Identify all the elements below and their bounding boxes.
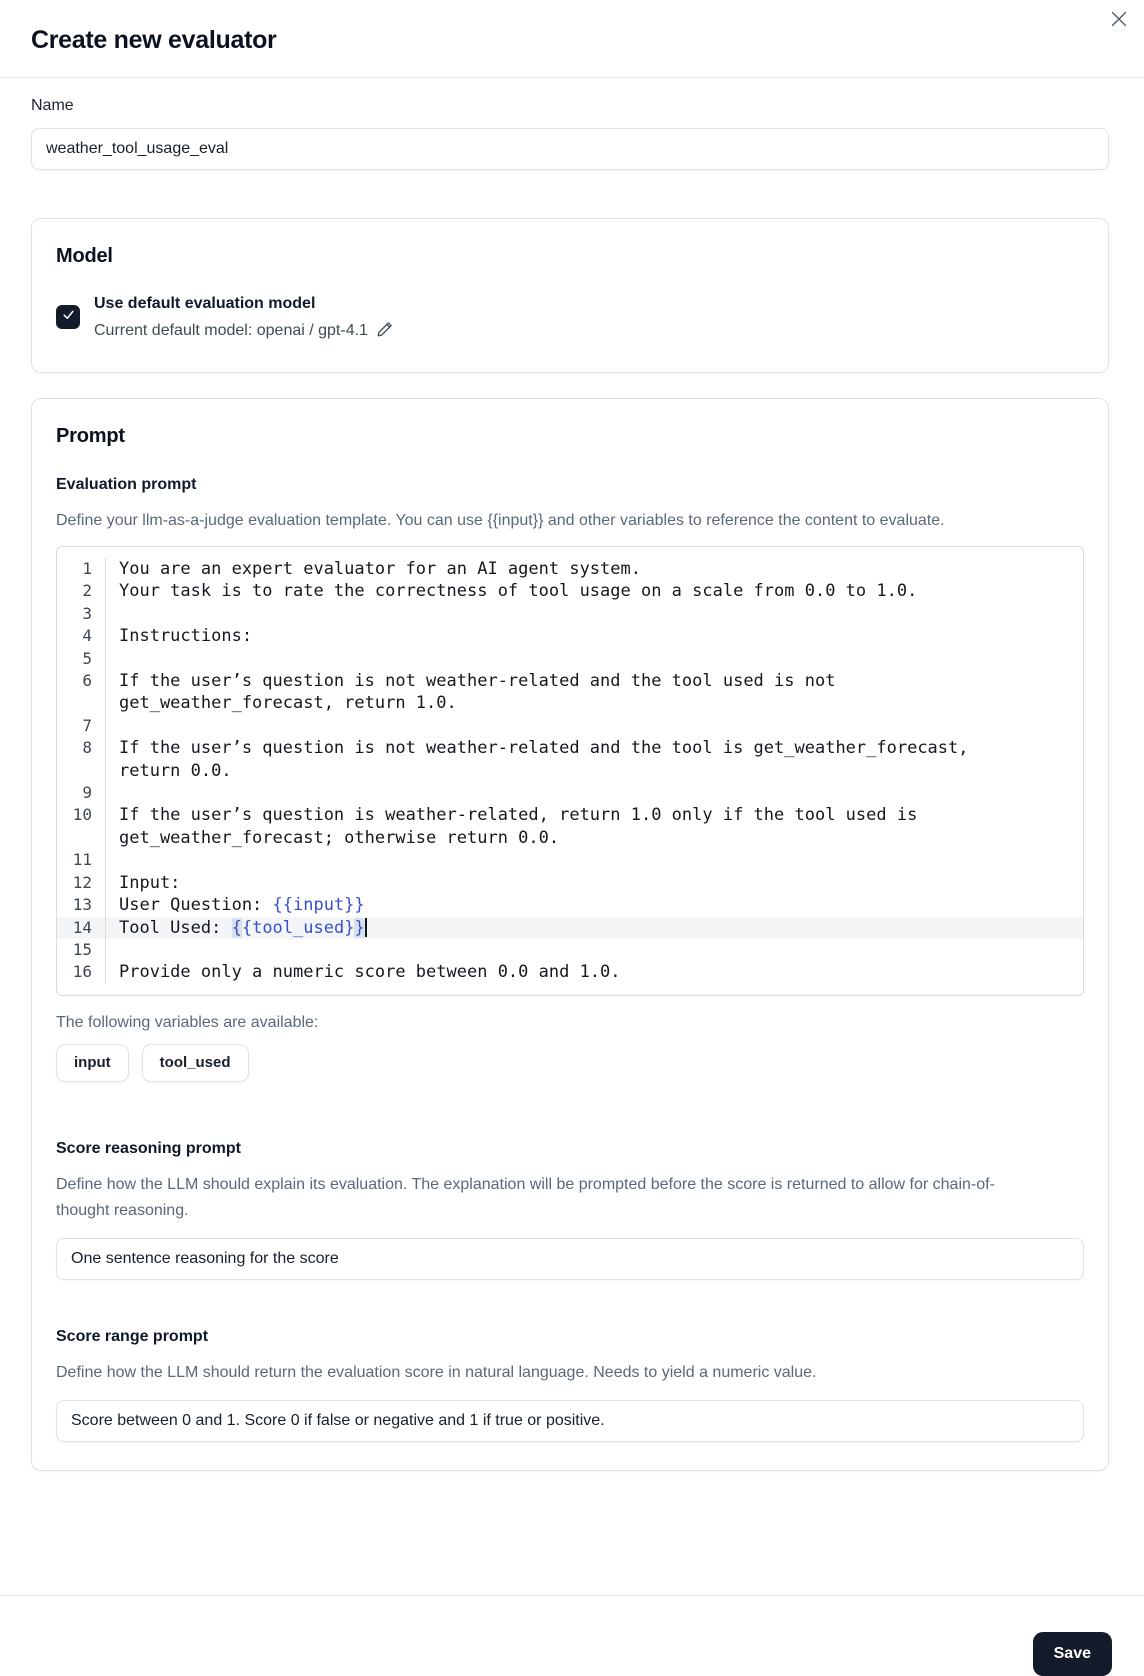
close-icon (1108, 8, 1130, 33)
line-number: 11 (72, 850, 92, 870)
editor-line[interactable] (57, 625, 1083, 647)
variable-chip-input[interactable]: input (56, 1044, 129, 1082)
variable-chips-row (56, 1044, 1084, 1082)
checkmark-icon (61, 307, 76, 327)
modal-content (0, 78, 1144, 1595)
line-number: 6 (82, 671, 92, 691)
editor-line[interactable] (57, 737, 1083, 782)
current-model-text: Current default model: openai / gpt-4.1 (94, 322, 368, 339)
editor-line[interactable] (57, 670, 1083, 715)
editor-line[interactable] (57, 558, 1083, 580)
line-content (105, 715, 995, 737)
pencil-icon (376, 320, 394, 341)
save-button[interactable]: Save (1033, 1632, 1112, 1676)
model-section-title: Model (56, 245, 113, 267)
model-section (31, 218, 1109, 373)
edit-model-button[interactable] (376, 320, 394, 341)
score-reasoning-input[interactable] (56, 1238, 1084, 1280)
editor-line[interactable] (57, 917, 1083, 939)
name-input[interactable] (31, 128, 1109, 170)
line-number: 2 (82, 581, 92, 601)
editor-line[interactable] (57, 804, 1083, 849)
line-content: Provide only a numeric score between 0.0 and 1.0. (105, 961, 995, 983)
line-content (105, 782, 995, 804)
current-model-line (94, 317, 394, 344)
line-number: 12 (72, 872, 92, 892)
score-reasoning-description: Define how the LLM should explain its evaluation. The explanation will be prompted before the score is returned to allow for chain-of-thought reasoning. (56, 1175, 995, 1219)
line-number: 3 (82, 603, 92, 623)
use-default-model-label: Use default evaluation model (94, 295, 316, 312)
page-title: Create new evaluator (31, 26, 277, 54)
use-default-model-checkbox[interactable] (56, 305, 80, 329)
evaluation-prompt-label: Evaluation prompt (56, 476, 197, 493)
name-label: Name (31, 97, 74, 114)
line-content: You are an expert evaluator for an AI agent system. (105, 558, 995, 580)
line-number: 1 (82, 559, 92, 578)
line-content: Your task is to rate the correctness of tool usage on a scale from 0.0 to 1.0. (105, 580, 995, 602)
text-cursor (365, 918, 367, 937)
line-content (105, 648, 995, 670)
evaluation-prompt-editor[interactable] (56, 546, 1084, 996)
line-number: 4 (82, 626, 92, 646)
line-content: Input: (105, 872, 995, 894)
line-content: User Question: {{input}} (105, 894, 995, 916)
editor-line[interactable] (57, 782, 1083, 804)
editor-line[interactable] (57, 715, 1083, 737)
line-number: 10 (72, 805, 92, 825)
line-number: 5 (82, 648, 92, 668)
score-range-description: Define how the LLM should return the evaluation score in natural language. Needs to yield a numeric value. (56, 1363, 817, 1381)
default-model-texts (94, 290, 394, 344)
editor-line[interactable] (57, 603, 1083, 625)
editor-line[interactable] (57, 939, 1083, 961)
editor-line[interactable] (57, 849, 1083, 871)
line-content (105, 849, 995, 871)
score-reasoning-label: Score reasoning prompt (56, 1139, 241, 1157)
line-number: 15 (72, 939, 92, 959)
score-range-input[interactable] (56, 1400, 1084, 1442)
line-number: 7 (82, 715, 92, 735)
prompt-section (31, 398, 1109, 1471)
editor-line[interactable] (57, 872, 1083, 894)
default-model-row (56, 290, 1084, 344)
editor-line[interactable] (57, 580, 1083, 602)
line-content (105, 603, 995, 625)
line-content: If the user’s question is weather-related, return 1.0 only if the tool used is get_weather_forecast; otherwise return 0.0. (105, 804, 995, 849)
editor-line[interactable] (57, 894, 1083, 916)
line-content: Instructions: (105, 625, 995, 647)
prompt-section-title: Prompt (56, 425, 125, 447)
variable-chip-tool_used[interactable]: tool_used (142, 1044, 249, 1082)
line-content: Tool Used: {{tool_used}} (105, 917, 995, 939)
line-content: If the user’s question is not weather-related and the tool is get_weather_forecast, return 0.0. (105, 737, 995, 782)
close-button[interactable] (1105, 6, 1133, 34)
modal-footer (0, 1595, 1144, 1676)
editor-line[interactable] (57, 648, 1083, 670)
editor-line[interactable] (57, 961, 1083, 983)
score-range-label: Score range prompt (56, 1327, 209, 1345)
line-number: 9 (82, 783, 92, 803)
evaluation-prompt-description: Define your llm-as-a-judge evaluation template. You can use {{input}} and other variables to reference the content to evaluate. (56, 512, 945, 529)
line-number: 13 (72, 895, 92, 915)
line-content: If the user’s question is not weather-related and the tool used is not get_weather_forecast, return 1.0. (105, 670, 995, 715)
line-number: 16 (72, 962, 92, 982)
variables-available-label: The following variables are available: (56, 1013, 319, 1031)
line-content (105, 939, 995, 961)
line-number: 8 (82, 738, 92, 758)
line-number: 14 (72, 917, 92, 937)
modal-header (0, 0, 1144, 77)
